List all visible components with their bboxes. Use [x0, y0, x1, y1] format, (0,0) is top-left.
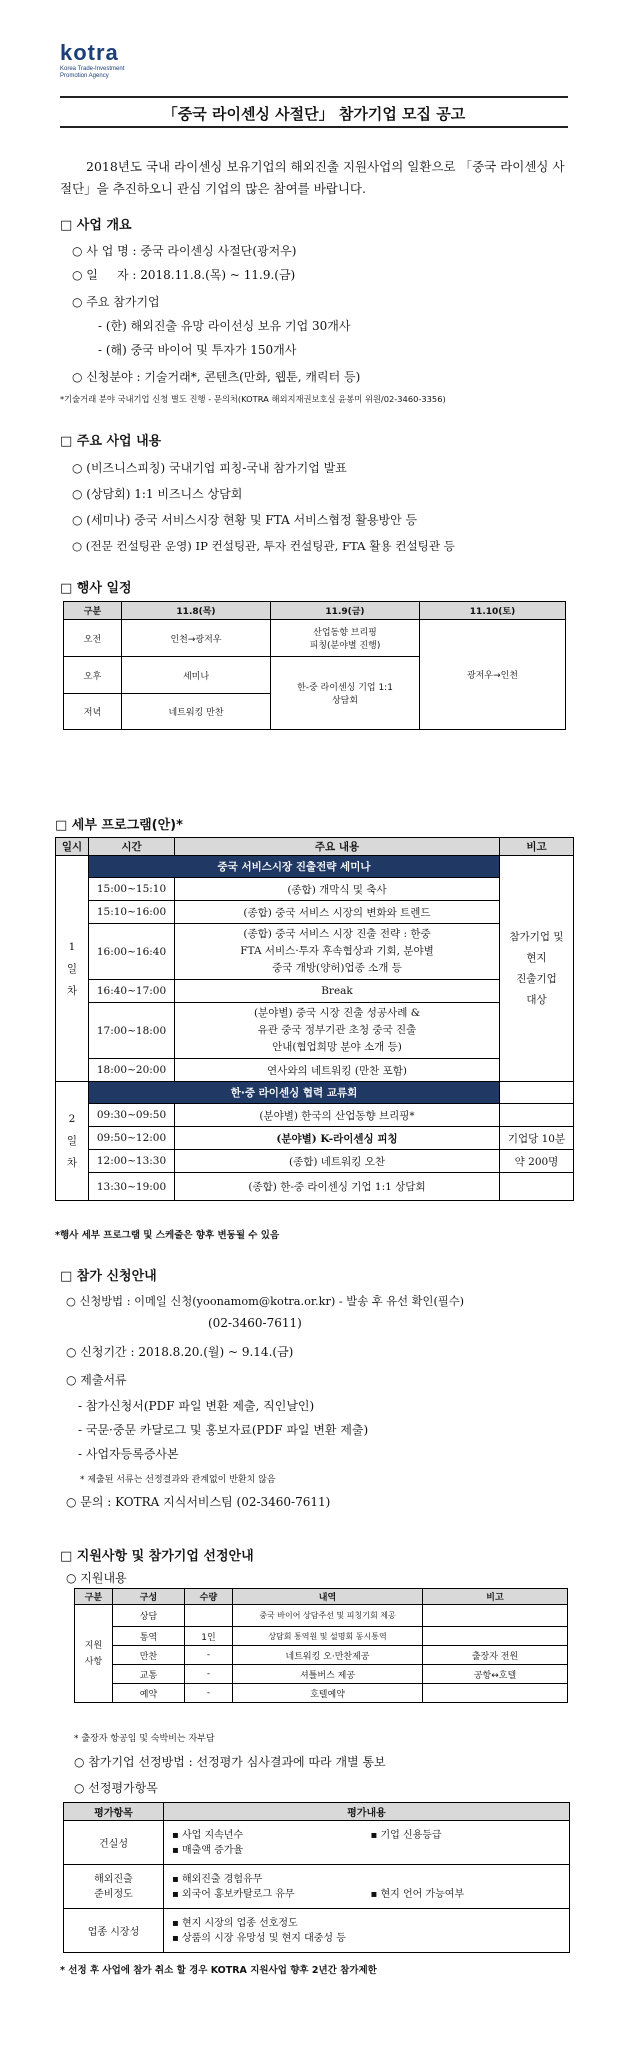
- support-cell: 상담회 통역원 및 설명회 동시통역: [233, 1627, 423, 1646]
- apply-doc-form: - 참가신청서(PDF 파일 변환 제출, 직인날인): [78, 1399, 315, 1413]
- page-title: 「중국 라이센싱 사절단」 참가기업 모집 공고: [162, 105, 466, 123]
- eval-item: 건실성: [64, 1821, 164, 1865]
- logo-subtitle-1: Korea Trade-Investment: [60, 66, 125, 72]
- program-time: 15:10~16:00: [89, 901, 175, 924]
- eval-header: 평가내용: [164, 1803, 570, 1821]
- program-day1-label: 1 일 차: [56, 856, 89, 1082]
- program-header: 주요 내용: [175, 838, 500, 856]
- program-day1-banner: 중국 서비스시장 진출전략 세미나: [89, 856, 500, 878]
- logo-subtitle-2: Promotion Agency: [60, 73, 109, 79]
- apply-docs-label: ○ 제출서류: [66, 1373, 127, 1387]
- support-cell: 교통: [113, 1665, 185, 1684]
- section-schedule-heading: □ 행사 일정: [60, 581, 132, 596]
- support-cell: [423, 1684, 568, 1703]
- eval-item: 해외진출 준비정도: [64, 1865, 164, 1909]
- program-time: 13:30~19:00: [89, 1173, 175, 1201]
- overview-target-korea: - (한) 해외진출 유망 라이선싱 보유 기업 30개사: [98, 319, 351, 333]
- program-content: (종합) 네트워킹 오찬: [175, 1150, 500, 1173]
- program-header: 시간: [89, 838, 175, 856]
- apply-contact: ○ 문의 : KOTRA 지식서비스팀 (02-3460-7611): [66, 1495, 331, 1509]
- support-header: 내역: [233, 1589, 423, 1605]
- support-cell: 중국 바이어 상담주선 및 피칭기회 제공: [233, 1605, 423, 1627]
- support-cell: [423, 1627, 568, 1646]
- support-cell: 예약: [113, 1684, 185, 1703]
- overview-field: ○ 신청분야 : 기술거래*, 콘텐츠(만화, 웹툰, 캐릭터 등): [72, 370, 361, 384]
- schedule-row-label: 저녁: [64, 694, 122, 730]
- program-content: (종합) 한-중 라이센싱 기업 1:1 상담회: [175, 1173, 500, 1201]
- content-item-expert: ○ (전문 컨설팅관 운영) IP 컨설팅관, 투자 컨설팅관, FTA 활용 컨설팅관 등: [72, 539, 455, 553]
- schedule-cell: 세미나: [122, 657, 271, 694]
- program-content: (분야별) 한국의 산업동향 브리핑*: [175, 1104, 500, 1127]
- schedule-table: [63, 601, 566, 730]
- program-time: 16:00~16:40: [89, 924, 175, 980]
- schedule-cell: 산업동향 브리핑 피칭(분야별 진행): [271, 620, 420, 657]
- support-cell: -: [185, 1665, 233, 1684]
- apply-doc-catalog: - 국문·중문 카달로그 및 홍보자료(PDF 파일 변환 제출): [78, 1423, 369, 1437]
- evaluation-table: [63, 1802, 570, 1953]
- program-day2-banner: 한·중 라이센싱 협력 교류회: [89, 1082, 500, 1104]
- program-day2-label: 2 일 차: [56, 1082, 89, 1201]
- program-footnote: *행사 세부 프로그램 및 스케줄은 향후 변동될 수 있음: [55, 1230, 280, 1241]
- header-rule-top: [60, 96, 568, 98]
- program-time: 09:50~12:00: [89, 1127, 175, 1150]
- section-content-heading: □ 주요 사업 내용: [60, 434, 162, 449]
- schedule-cell: 인천→광저우: [122, 620, 271, 657]
- schedule-row-label: 오전: [64, 620, 122, 657]
- eval-content: ▪ 해외진출 경험유무 ▪ 외국어 홍보카탈로그 유무 ▪ 현지 언어 가능여부: [164, 1865, 570, 1909]
- support-side-label: 지원 사항: [75, 1605, 113, 1703]
- content-item-seminar: ○ (세미나) 중국 서비스시장 현황 및 FTA 서비스협정 활용방안 등: [72, 513, 418, 527]
- program-note: [500, 1082, 574, 1104]
- header-rule-bottom: [60, 126, 568, 128]
- program-note: 약 200명: [500, 1150, 574, 1173]
- intro-paragraph: 2018년도 국내 라이센싱 보유기업의 해외진출 지원사업의 일환으로 「중국 라이센싱 사절단」을 추진하오니 관심 기업의 많은 참여를 바랍니다.: [60, 159, 565, 196]
- schedule-header: 구분: [64, 602, 122, 620]
- program-content: Break: [175, 980, 500, 1003]
- support-cell: 상담: [113, 1605, 185, 1627]
- apply-docs-note: * 제출된 서류는 선정결과와 관계없이 반환치 않음: [80, 1475, 276, 1485]
- support-cell: 통역: [113, 1627, 185, 1646]
- program-time: 09:30~09:50: [89, 1104, 175, 1127]
- section-overview-heading: □ 사업 개요: [60, 218, 132, 233]
- support-cell: 1인: [185, 1627, 233, 1646]
- schedule-row-label: 오후: [64, 657, 122, 694]
- program-content: (종합) 중국 서비스 시장 진출 전략 : 한중 FTA 서비스·투자 후속협상과 기회, 분야별 중국 개방(양허)업종 소개 등: [175, 924, 500, 980]
- program-time: 17:00~18:00: [89, 1003, 175, 1059]
- program-time: 18:00~20:00: [89, 1059, 175, 1082]
- program-time: 15:00~15:10: [89, 878, 175, 901]
- support-cell: 공항↔호텔: [423, 1665, 568, 1684]
- schedule-header: 11.9(금): [271, 602, 420, 620]
- program-time: 12:00~13:30: [89, 1150, 175, 1173]
- support-label: ○ 지원내용: [66, 1571, 127, 1585]
- overview-name: ○ 사 업 명 : 중국 라이센싱 사절단(광저우): [72, 244, 297, 258]
- program-content: (종합) 중국 서비스 시장의 변화와 트렌드: [175, 901, 500, 924]
- support-cell: 셔틀버스 제공: [233, 1665, 423, 1684]
- support-header: 구분: [75, 1589, 113, 1605]
- program-table: [55, 837, 574, 1201]
- section-apply-heading: □ 참가 신청안내: [60, 1269, 157, 1284]
- support-cell: -: [185, 1684, 233, 1703]
- support-header: 비고: [423, 1589, 568, 1605]
- support-header: 구성: [113, 1589, 185, 1605]
- support-cell: 출장자 전원: [423, 1646, 568, 1665]
- kotra-logo: [60, 40, 124, 80]
- final-note: * 선정 후 사업에 참가 취소 할 경우 KOTRA 지원사업 향후 2년간 참가제한: [60, 1965, 377, 1976]
- program-note: 기업당 10분: [500, 1127, 574, 1150]
- content-item-pitching: ○ (비즈니스피칭) 국내기업 피칭-국내 참가기업 발표: [72, 461, 347, 475]
- overview-target-abroad: - (해) 중국 바이어 및 투자가 150개사: [98, 343, 297, 357]
- apply-method: ○ 신청방법 : 이메일 신청(yoonamom@kotra.or.kr) - 발송 후 유선 확인(필수): [66, 1295, 465, 1308]
- overview-targets-label: ○ 주요 참가기업: [72, 295, 160, 309]
- support-cell: 호텔예약: [233, 1684, 423, 1703]
- overview-date: ○ 일 자 : 2018.11.8.(목) ~ 11.9.(금): [72, 268, 296, 282]
- apply-doc-license: - 사업자등록증사본: [78, 1447, 179, 1461]
- schedule-cell: 네트워킹 만찬: [122, 694, 271, 730]
- content-item-consulting: ○ (상담회) 1:1 비즈니스 상담회: [72, 487, 243, 501]
- program-header: 일시: [56, 838, 89, 856]
- support-header: 수량: [185, 1589, 233, 1605]
- support-cell: -: [185, 1646, 233, 1665]
- eval-content: ▪ 현지 시장의 업종 선호정도 ▪ 상품의 시장 유망성 및 현지 대중성 등: [164, 1909, 570, 1953]
- program-content: (종합) 개막식 및 축사: [175, 878, 500, 901]
- program-note: [500, 1104, 574, 1127]
- program-header: 비고: [500, 838, 574, 856]
- support-eval-label: ○ 선정평가항목: [74, 1781, 158, 1795]
- support-selection: ○ 참가기업 선정방법 : 선정평가 심사결과에 따라 개별 통보: [74, 1755, 386, 1769]
- schedule-header: 11.8(목): [122, 602, 271, 620]
- overview-note: *기술거래 분야 국내기업 신청 별도 진행 - 문의처(KOTRA 해외지재권보호실 윤봉미 위원/02-3460-3356): [60, 394, 446, 404]
- program-note: [500, 1173, 574, 1201]
- support-cell: 네트워킹 오·만찬제공: [233, 1646, 423, 1665]
- schedule-cell: 광저우→인천: [420, 620, 566, 730]
- schedule-header: 11.10(토): [420, 602, 566, 620]
- program-content: 연사와의 네트워킹 (만찬 포함): [175, 1059, 500, 1082]
- eval-item: 업종 시장성: [64, 1909, 164, 1953]
- support-cell: [423, 1605, 568, 1627]
- eval-content: ▪ 사업 지속년수 ▪ 기업 신용등급 ▪ 매출액 증가율: [164, 1821, 570, 1865]
- section-support-heading: □ 지원사항 및 참가기업 선정안내: [60, 1549, 254, 1564]
- program-day1-note: 참가기업 및 현지 진출기업 대상: [500, 856, 574, 1082]
- support-cost-note: * 출장자 항공임 및 숙박비는 자부담: [74, 1734, 215, 1744]
- schedule-cell: 한-중 라이센싱 기업 1:1 상담회: [271, 657, 420, 730]
- support-cell: 만찬: [113, 1646, 185, 1665]
- program-time: 16:40~17:00: [89, 980, 175, 1003]
- logo-wordmark: kotra: [60, 40, 119, 65]
- program-content: (분야별) K-라이센싱 피칭: [175, 1127, 500, 1150]
- apply-method-phone: (02-3460-7611): [208, 1316, 302, 1330]
- section-program-heading: □ 세부 프로그램(안)*: [55, 818, 183, 833]
- support-table: [74, 1588, 568, 1703]
- support-cell: [185, 1605, 233, 1627]
- apply-period: ○ 신청기간 : 2018.8.20.(월) ~ 9.14.(금): [66, 1345, 294, 1359]
- program-content: (분야별) 중국 시장 진출 성공사례 & 유관 중국 정부기관 초청 중국 진출 안내(협업희망 분야 소개 등): [175, 1003, 500, 1059]
- eval-header: 평가항목: [64, 1803, 164, 1821]
